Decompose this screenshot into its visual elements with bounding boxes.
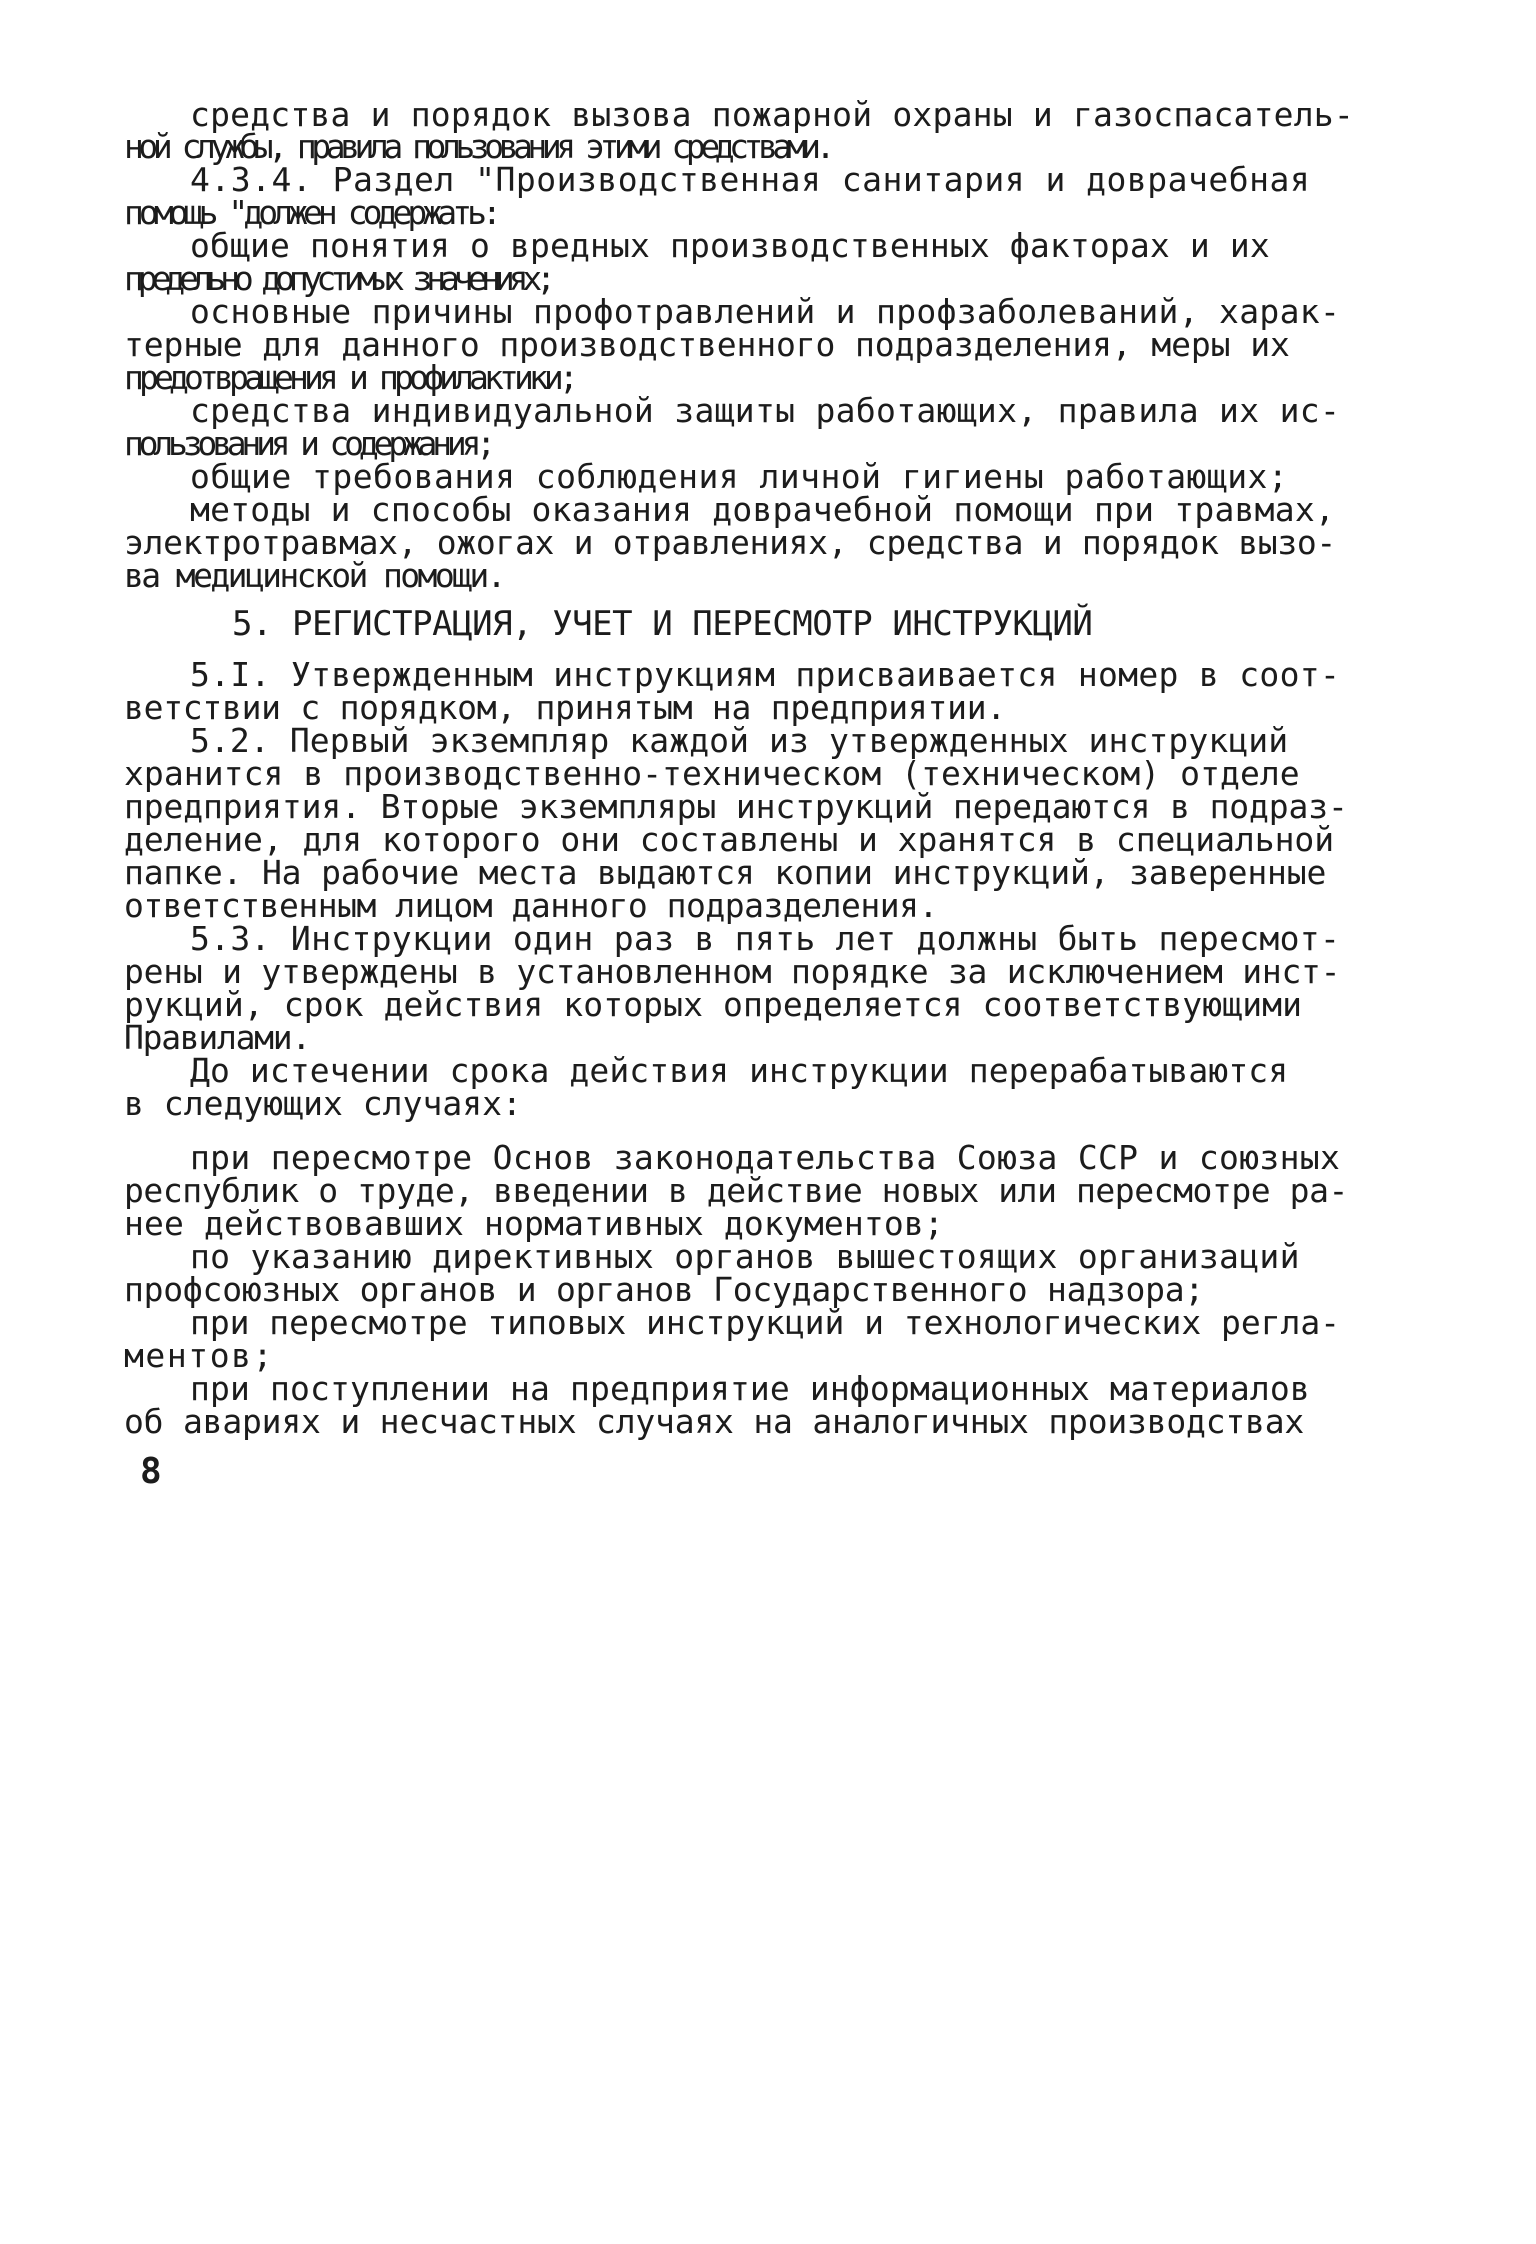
- text-line: в следующих случаях:: [124, 1084, 522, 1123]
- text-line: терные для данного производственного подразделения, меры их: [124, 325, 1290, 364]
- text-line: деление, для которого они составлены и хранятся в специальной: [124, 820, 1335, 859]
- text-line: хранится в производственно-техническом (техническом) отделе: [124, 754, 1300, 793]
- text-line: ответственным лицом данного подразделения.: [124, 886, 938, 925]
- section-5-heading: 5. РЕГИСТРАЦИЯ, УЧЕТ И ПЕРЕСМОТР ИНСТРУКЦИЙ: [232, 604, 1093, 644]
- paragraph-5-1: 5.I. Утвержденным инструкциям присваивается номер в соот-: [190, 655, 1341, 694]
- text-line: предотвращения и профилактики;: [124, 358, 574, 397]
- text-line: рукций, срок действия которых определяется соответствующими: [124, 985, 1303, 1024]
- list-item: основные причины профотравлений и профзаболеваний, харак-: [190, 292, 1341, 331]
- paragraph-4-3-4: 4.3.4. Раздел "Производственная санитария и доврачебная: [190, 160, 1311, 199]
- text-line: ментов;: [124, 1336, 274, 1375]
- text-line: ветствии с порядком, принятым на предприятии.: [124, 688, 1006, 727]
- page-number: 8: [140, 1451, 162, 1492]
- list-item: средства индивидуальной защиты работающих, правила их ис-: [190, 391, 1341, 430]
- text-line: ва медицинской помощи.: [124, 556, 504, 595]
- text-line: помощь "должен содержать:: [124, 193, 497, 232]
- list-item: по указанию директивных органов вышестоящих организаций: [190, 1237, 1300, 1276]
- text-line: пользования и содержания;: [124, 424, 491, 463]
- text-line: средства и порядок вызова пожарной охраны и газоспасатель-: [190, 95, 1354, 134]
- text-line: об авариях и несчастных случаях на аналогичных производствах: [124, 1402, 1305, 1441]
- text-line: предприятия. Вторые экземпляры инструкций передаются в подраз-: [124, 787, 1348, 826]
- text-line: ной службы, правила пользования этими средствами.: [124, 127, 830, 166]
- list-item: при пересмотре Основ законодательства Союза ССР и союзных: [190, 1138, 1341, 1177]
- list-item: при пересмотре типовых инструкций и технологических регла-: [190, 1303, 1341, 1342]
- text-line: республик о труде, введении в действие новых или пересмотре ра-: [124, 1171, 1348, 1210]
- paragraph-5-3-cont: До истечении срока действия инструкции перерабатываются: [190, 1051, 1289, 1090]
- text-line: предельно допустимых значениях;: [124, 259, 550, 298]
- text-line: профсоюзных органов и органов Государственного надзора;: [124, 1270, 1205, 1309]
- text-line: папке. На рабочие места выдаются копии инструкций, заверенные: [124, 853, 1327, 892]
- text-line: рены и утверждены в установленном порядке за исключением инст-: [124, 952, 1341, 991]
- text-line: электротравмах, ожогах и отравлениях, средства и порядок вызо-: [124, 523, 1336, 562]
- list-item: общие требования соблюдения личной гигиены работающих;: [190, 457, 1289, 496]
- list-item: при поступлении на предприятие информационных материалов: [190, 1369, 1310, 1408]
- paragraph-5-3: 5.3. Инструкции один раз в пять лет должны быть пересмот-: [190, 919, 1341, 958]
- text-line: Правилами.: [124, 1018, 310, 1057]
- paragraph-5-2: 5.2. Первый экземпляр каждой из утвержденных инструкций: [190, 721, 1289, 760]
- list-item: методы и способы оказания доврачебной помощи при травмах,: [190, 490, 1335, 529]
- list-item: общие понятия о вредных производственных факторах и их: [190, 226, 1270, 265]
- text-line: нее действовавших нормативных документов;: [124, 1204, 944, 1243]
